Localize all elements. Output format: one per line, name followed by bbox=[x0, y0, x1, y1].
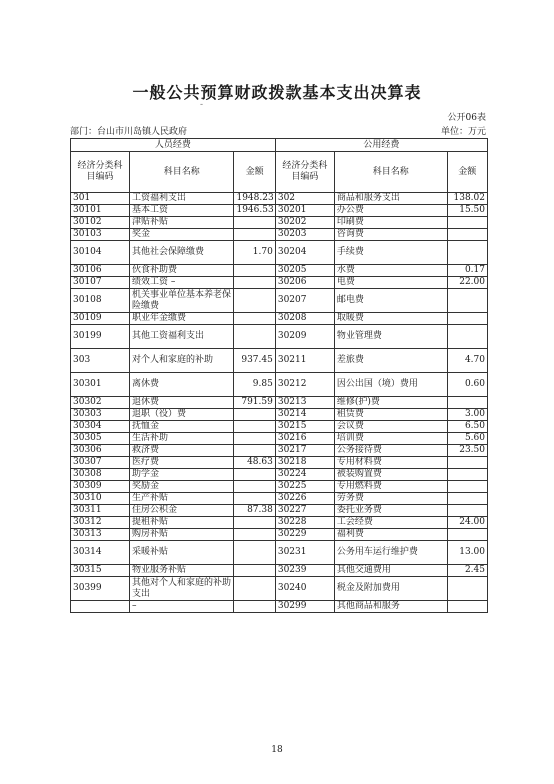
personnel-name-cell: – bbox=[129, 601, 234, 613]
table-row bbox=[71, 409, 488, 421]
department-label: 部门：台山市川岛镇人民政府 bbox=[70, 127, 188, 137]
public-amount-cell bbox=[447, 577, 487, 601]
personnel-name-cell: 对个人和家庭的补助 bbox=[129, 349, 234, 373]
personnel-name-cell: 退休费 bbox=[129, 397, 234, 409]
public-name-cell: 其他商品和服务 bbox=[334, 601, 447, 613]
public-code-cell: 30218 bbox=[275, 457, 334, 469]
personnel-amount-cell bbox=[234, 565, 275, 577]
table-row bbox=[71, 241, 488, 265]
personnel-name-cell: 离休费 bbox=[129, 373, 234, 397]
public-name-cell: 手续费 bbox=[334, 241, 447, 265]
public-code-cell: 30229 bbox=[275, 529, 334, 541]
personnel-name-cell: 生活补助 bbox=[129, 433, 234, 445]
public-code-cell: 30226 bbox=[275, 493, 334, 505]
public-code-cell: 30206 bbox=[275, 277, 334, 289]
table-row bbox=[71, 565, 488, 577]
public-amount-cell bbox=[447, 289, 487, 313]
table-row bbox=[71, 373, 488, 397]
personnel-code-cell: 30108 bbox=[71, 289, 130, 313]
public-amount-cell bbox=[447, 601, 487, 613]
personnel-code-cell: 30312 bbox=[71, 517, 130, 529]
public-code-cell: 30228 bbox=[275, 517, 334, 529]
table-row bbox=[71, 505, 488, 517]
table-row bbox=[71, 445, 488, 457]
dash-mark: - bbox=[200, 100, 204, 110]
table-row bbox=[71, 289, 488, 313]
public-name-cell: 公务接待费 bbox=[334, 445, 447, 457]
personnel-name-cell: 职业年金缴费 bbox=[129, 313, 234, 325]
personnel-amount-cell bbox=[234, 469, 275, 481]
personnel-name-cell: 其他社会保障缴费 bbox=[129, 241, 234, 265]
personnel-name-cell: 工资福利支出 bbox=[129, 193, 234, 205]
public-amount-cell: 13.00 bbox=[447, 541, 487, 565]
personnel-amount-cell: 87.38 bbox=[234, 505, 275, 517]
personnel-code-cell: 30301 bbox=[71, 373, 130, 397]
personnel-name-cell: 绩效工资 – bbox=[129, 277, 234, 289]
personnel-code-cell: 30107 bbox=[71, 277, 130, 289]
personnel-amount-cell: 1946.53 bbox=[234, 205, 275, 217]
personnel-group-header: 人员经费 bbox=[71, 139, 276, 152]
public-name-cell: 被装购置费 bbox=[334, 469, 447, 481]
public-code-cell: 30299 bbox=[275, 601, 334, 613]
personnel-amount-cell bbox=[234, 265, 275, 277]
public-code-cell: 30239 bbox=[275, 565, 334, 577]
public-amount-cell: 4.70 bbox=[447, 349, 487, 373]
personnel-name-cell: 医疗费 bbox=[129, 457, 234, 469]
public-name-cell: 工会经费 bbox=[334, 517, 447, 529]
public-name-cell: 租赁费 bbox=[334, 409, 447, 421]
table-row bbox=[71, 217, 488, 229]
table-row bbox=[71, 577, 488, 601]
public-code-cell: 30212 bbox=[275, 373, 334, 397]
public-name-cell: 印刷费 bbox=[334, 217, 447, 229]
public-amount-cell bbox=[447, 481, 487, 493]
personnel-code-cell: 30310 bbox=[71, 493, 130, 505]
public-amount-cell bbox=[447, 505, 487, 517]
public-amount-cell bbox=[447, 217, 487, 229]
public-name-cell: 会议费 bbox=[334, 421, 447, 433]
personnel-amount-cell bbox=[234, 313, 275, 325]
personnel-code-cell bbox=[71, 601, 130, 613]
personnel-amount-cell: 48.63 bbox=[234, 457, 275, 469]
personnel-code-cell: 30303 bbox=[71, 409, 130, 421]
amount-header: 金额 bbox=[234, 152, 275, 193]
public-name-cell: 电费 bbox=[334, 277, 447, 289]
public-name-cell: 税金及附加费用 bbox=[334, 577, 447, 601]
personnel-name-cell: 基本工资 bbox=[129, 205, 234, 217]
public-code-cell: 30240 bbox=[275, 577, 334, 601]
public-amount-cell: 6.50 bbox=[447, 421, 487, 433]
public-name-cell: 公务用车运行维护费 bbox=[334, 541, 447, 565]
public-code-cell: 30208 bbox=[275, 313, 334, 325]
personnel-name-cell: 津贴补贴 bbox=[129, 217, 234, 229]
personnel-name-cell: 救济费 bbox=[129, 445, 234, 457]
personnel-name-cell: 采暖补贴 bbox=[129, 541, 234, 565]
public-name-cell: 因公出国（境）费用 bbox=[334, 373, 447, 397]
public-group-header: 公用经费 bbox=[275, 139, 487, 152]
public-amount-cell bbox=[447, 241, 487, 265]
public-code-cell: 30204 bbox=[275, 241, 334, 265]
personnel-name-cell: 奖励金 bbox=[129, 481, 234, 493]
personnel-code-cell: 30311 bbox=[71, 505, 130, 517]
public-name-cell: 物业管理费 bbox=[334, 325, 447, 349]
public-code-cell: 30209 bbox=[275, 325, 334, 349]
personnel-code-cell: 30309 bbox=[71, 481, 130, 493]
personnel-name-cell: 伙食补助费 bbox=[129, 265, 234, 277]
personnel-code-cell: 30399 bbox=[71, 577, 130, 601]
personnel-name-cell: 退职（役）费 bbox=[129, 409, 234, 421]
table-row bbox=[71, 229, 488, 241]
table-row bbox=[71, 493, 488, 505]
public-code-cell: 30207 bbox=[275, 289, 334, 313]
personnel-name-cell: 机关事业单位基本养老保险缴费 bbox=[129, 289, 234, 313]
public-amount-cell: 0.17 bbox=[447, 265, 487, 277]
table-row bbox=[71, 265, 488, 277]
public-code-cell: 30216 bbox=[275, 433, 334, 445]
public-amount-cell bbox=[447, 529, 487, 541]
public-code-cell: 30231 bbox=[275, 541, 334, 565]
public-name-cell: 邮电费 bbox=[334, 289, 447, 313]
personnel-amount-cell bbox=[234, 217, 275, 229]
public-code-cell: 30205 bbox=[275, 265, 334, 277]
public-name-cell: 咨询费 bbox=[334, 229, 447, 241]
table-row bbox=[71, 277, 488, 289]
public-name-cell: 培训费 bbox=[334, 433, 447, 445]
public-amount-cell: 2.45 bbox=[447, 565, 487, 577]
personnel-code-cell: 303 bbox=[71, 349, 130, 373]
public-code-cell: 30203 bbox=[275, 229, 334, 241]
personnel-name-cell: 其他工资福利支出 bbox=[129, 325, 234, 349]
public-amount-cell: 138.02 bbox=[447, 193, 487, 205]
code-header: 经济分类科目编码 bbox=[275, 152, 334, 193]
public-code-cell: 30215 bbox=[275, 421, 334, 433]
public-code-cell: 30227 bbox=[275, 505, 334, 517]
page-number: 18 bbox=[271, 745, 283, 755]
public-code-cell: 30225 bbox=[275, 481, 334, 493]
personnel-amount-cell bbox=[234, 529, 275, 541]
personnel-code-cell: 30302 bbox=[71, 397, 130, 409]
public-code-cell: 30213 bbox=[275, 397, 334, 409]
public-name-cell: 委托业务费 bbox=[334, 505, 447, 517]
table-row bbox=[71, 433, 488, 445]
personnel-amount-cell bbox=[234, 445, 275, 457]
name-header: 科目名称 bbox=[334, 152, 447, 193]
personnel-name-cell: 生产补贴 bbox=[129, 493, 234, 505]
table-row bbox=[71, 397, 488, 409]
public-name-cell: 差旅费 bbox=[334, 349, 447, 373]
public-name-cell: 其他交通费用 bbox=[334, 565, 447, 577]
table-row bbox=[71, 601, 488, 613]
public-code-cell: 302 bbox=[275, 193, 334, 205]
public-name-cell: 取暖费 bbox=[334, 313, 447, 325]
public-code-cell: 30211 bbox=[275, 349, 334, 373]
form-number: 公开06表 bbox=[447, 113, 486, 123]
unit-label: 单位：万元 bbox=[440, 127, 486, 137]
personnel-amount-cell bbox=[234, 325, 275, 349]
public-code-cell: 30214 bbox=[275, 409, 334, 421]
public-amount-cell bbox=[447, 493, 487, 505]
personnel-code-cell: 301 bbox=[71, 193, 130, 205]
personnel-code-cell: 30199 bbox=[71, 325, 130, 349]
personnel-code-cell: 30305 bbox=[71, 433, 130, 445]
personnel-code-cell: 30315 bbox=[71, 565, 130, 577]
public-amount-cell bbox=[447, 325, 487, 349]
personnel-amount-cell bbox=[234, 421, 275, 433]
personnel-name-cell: 购房补贴 bbox=[129, 529, 234, 541]
table-row bbox=[71, 313, 488, 325]
public-amount-cell: 15.50 bbox=[447, 205, 487, 217]
public-name-cell: 办公费 bbox=[334, 205, 447, 217]
personnel-code-cell: 30307 bbox=[71, 457, 130, 469]
public-code-cell: 30224 bbox=[275, 469, 334, 481]
personnel-code-cell: 30102 bbox=[71, 217, 130, 229]
personnel-amount-cell: 1948.23 bbox=[234, 193, 275, 205]
personnel-amount-cell bbox=[234, 577, 275, 601]
table-row bbox=[71, 193, 488, 205]
personnel-amount-cell bbox=[234, 277, 275, 289]
table-row bbox=[71, 205, 488, 217]
personnel-code-cell: 30313 bbox=[71, 529, 130, 541]
personnel-amount-cell bbox=[234, 433, 275, 445]
personnel-code-cell: 30101 bbox=[71, 205, 130, 217]
personnel-amount-cell: 1.70 bbox=[234, 241, 275, 265]
personnel-amount-cell bbox=[234, 601, 275, 613]
personnel-amount-cell bbox=[234, 229, 275, 241]
table-row bbox=[71, 517, 488, 529]
personnel-amount-cell bbox=[234, 493, 275, 505]
personnel-name-cell: 住房公积金 bbox=[129, 505, 234, 517]
public-amount-cell: 24.00 bbox=[447, 517, 487, 529]
public-amount-cell: 3.00 bbox=[447, 409, 487, 421]
personnel-amount-cell bbox=[234, 517, 275, 529]
public-amount-cell bbox=[447, 313, 487, 325]
personnel-code-cell: 30314 bbox=[71, 541, 130, 565]
document-title: 一般公共预算财政拨款基本支出决算表 bbox=[132, 83, 422, 102]
table-row bbox=[71, 469, 488, 481]
personnel-code-cell: 30306 bbox=[71, 445, 130, 457]
public-name-cell: 水费 bbox=[334, 265, 447, 277]
public-amount-cell bbox=[447, 397, 487, 409]
code-header: 经济分类科目编码 bbox=[71, 152, 130, 193]
table-body bbox=[71, 193, 488, 613]
personnel-name-cell: 其他对个人和家庭的补助支出 bbox=[129, 577, 234, 601]
expenditure-table bbox=[70, 138, 488, 613]
table-row bbox=[71, 541, 488, 565]
name-header: 科目名称 bbox=[129, 152, 234, 193]
personnel-name-cell: 助学金 bbox=[129, 469, 234, 481]
amount-header: 金额 bbox=[447, 152, 487, 193]
personnel-amount-cell: 791.59 bbox=[234, 397, 275, 409]
public-amount-cell bbox=[447, 457, 487, 469]
table-row bbox=[71, 457, 488, 469]
public-amount-cell: 22.00 bbox=[447, 277, 487, 289]
public-name-cell: 劳务费 bbox=[334, 493, 447, 505]
public-amount-cell: 0.60 bbox=[447, 373, 487, 397]
public-name-cell: 维修(护)费 bbox=[334, 397, 447, 409]
public-code-cell: 30217 bbox=[275, 445, 334, 457]
personnel-name-cell: 提租补贴 bbox=[129, 517, 234, 529]
personnel-code-cell: 30304 bbox=[71, 421, 130, 433]
table-row bbox=[71, 529, 488, 541]
table-row bbox=[71, 349, 488, 373]
personnel-code-cell: 30106 bbox=[71, 265, 130, 277]
personnel-amount-cell bbox=[234, 481, 275, 493]
public-amount-cell: 5.60 bbox=[447, 433, 487, 445]
personnel-name-cell: 奖金 bbox=[129, 229, 234, 241]
personnel-code-cell: 30109 bbox=[71, 313, 130, 325]
public-name-cell: 专用材料费 bbox=[334, 457, 447, 469]
personnel-amount-cell bbox=[234, 541, 275, 565]
personnel-name-cell: 抚恤金 bbox=[129, 421, 234, 433]
table-row bbox=[71, 421, 488, 433]
personnel-amount-cell: 9.85 bbox=[234, 373, 275, 397]
personnel-amount-cell bbox=[234, 409, 275, 421]
public-amount-cell bbox=[447, 229, 487, 241]
personnel-code-cell: 30103 bbox=[71, 229, 130, 241]
public-amount-cell: 23.50 bbox=[447, 445, 487, 457]
personnel-amount-cell: 937.45 bbox=[234, 349, 275, 373]
personnel-code-cell: 30104 bbox=[71, 241, 130, 265]
public-name-cell: 专用燃料费 bbox=[334, 481, 447, 493]
public-code-cell: 30202 bbox=[275, 217, 334, 229]
public-name-cell: 福利费 bbox=[334, 529, 447, 541]
table-row bbox=[71, 325, 488, 349]
personnel-code-cell: 30308 bbox=[71, 469, 130, 481]
public-amount-cell bbox=[447, 469, 487, 481]
personnel-amount-cell bbox=[234, 289, 275, 313]
table-row bbox=[71, 481, 488, 493]
public-name-cell: 商品和服务支出 bbox=[334, 193, 447, 205]
public-code-cell: 30201 bbox=[275, 205, 334, 217]
personnel-name-cell: 物业服务补贴 bbox=[129, 565, 234, 577]
